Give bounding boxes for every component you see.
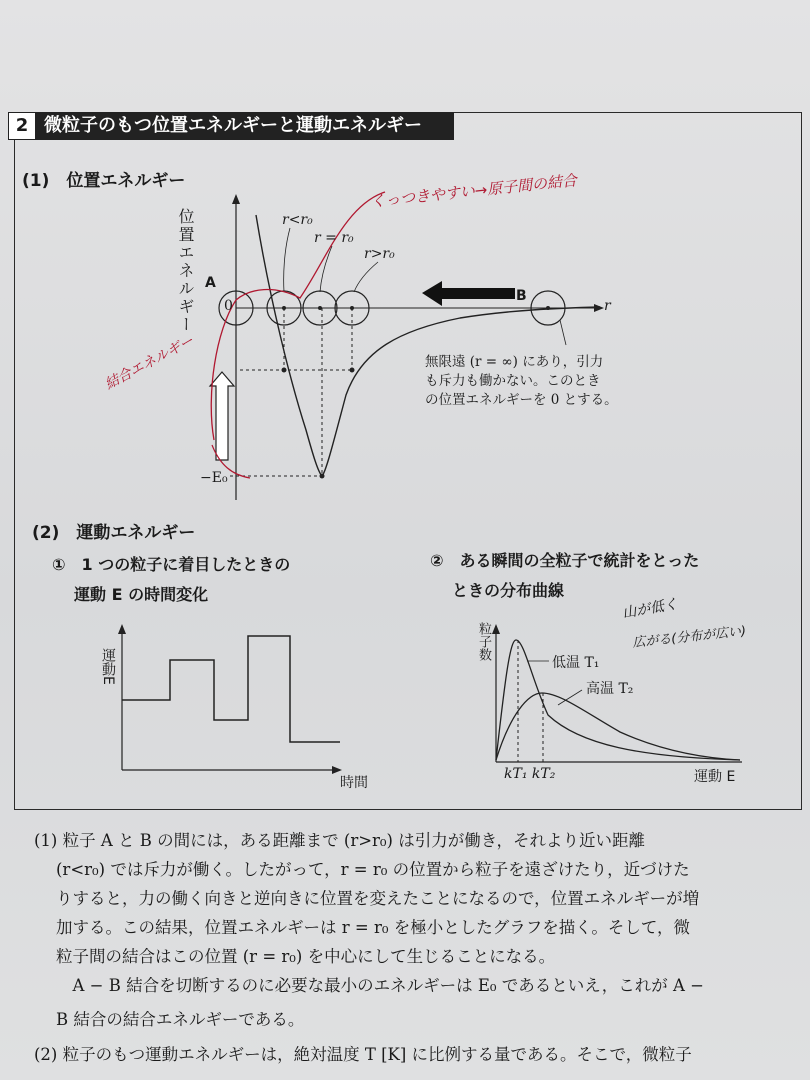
- handwriting-top: くっつきやすい→原子間の結合: [369, 171, 578, 211]
- sub-title-potential: (1) 位置エネルギー: [22, 171, 186, 191]
- body-line-3: りすると，力の働く向きと逆向きに位置を変えたことになるので，位置エネルギーが増: [56, 889, 700, 908]
- high-temp-label: 高温 T₂: [586, 681, 634, 697]
- body-line-7: B 結合の結合エネルギーである。: [56, 1010, 305, 1029]
- sub2-line-1: ② ある瞬間の全粒子で統計をとった: [430, 551, 700, 570]
- note-line-1: 無限遠 (r = ∞) にあり，引力: [425, 354, 604, 370]
- section-number: 2: [8, 112, 36, 140]
- body-line-4: 加する。この結果，位置エネルギーは r = r₀ を極小としたグラフを描く。そして，微: [56, 918, 691, 937]
- ke-step-line: [122, 636, 340, 742]
- body-line-1: (1) 粒子 A と B の間には，ある距離まで (r>r₀) は引力が働き，それより近い距離: [34, 831, 646, 850]
- body-line-5: 粒子間の結合はこの位置 (r = r₀) を中心にして生じることになる。: [56, 947, 556, 966]
- label-zero: 0: [224, 298, 233, 314]
- section-title: 微粒子のもつ位置エネルギーと運動エネルギー: [36, 112, 454, 140]
- handwriting-left: 結合エネルギー: [102, 332, 197, 393]
- dist-y-label: 粒子数: [476, 622, 491, 661]
- sub1-line-2: 運動 E の時間変化: [74, 585, 209, 604]
- dist-x-label: 運動 E: [694, 769, 736, 785]
- attraction-arrow: [422, 281, 515, 306]
- sub1-line-1: ① 1 つの粒子に着目したときの: [52, 555, 291, 574]
- label-r-greater: r>r₀: [364, 246, 395, 262]
- note-line-3: の位置エネルギーを 0 とする。: [425, 392, 618, 408]
- label-r-equal: r = r₀: [314, 230, 354, 246]
- pe-y-label: 位置エネルギー: [176, 208, 195, 334]
- high-temp-curve: [496, 693, 740, 760]
- energy-up-arrow: [210, 372, 234, 460]
- sub2-line-2: ときの分布曲線: [452, 581, 565, 600]
- label-A: A: [205, 275, 216, 291]
- sub-title-kinetic: (2) 運動エネルギー: [32, 523, 196, 543]
- label-r-less: r<r₀: [282, 212, 313, 228]
- handwriting-right-2: 広がる(分布が広い): [631, 624, 747, 651]
- potential-curve: [256, 215, 600, 476]
- label-E0: −E₀: [200, 470, 228, 486]
- body-line-8: (2) 粒子のもつ運動エネルギーは，絶対温度 T [K] に比例する量である。そこで，微粒子: [34, 1045, 692, 1064]
- note-line-2: も斥力も働かない。このとき: [425, 373, 601, 389]
- dist-x-ticks: kT₁ kT₂: [504, 766, 556, 782]
- ke-x-label: 時間: [340, 775, 368, 791]
- body-line-2: (r<r₀) では斥力が働く。したがって，r = r₀ の位置から粒子を遠ざけたり，近づけた: [56, 860, 690, 879]
- ke-y-label: 運動E: [100, 648, 116, 685]
- low-temp-curve: [496, 640, 740, 760]
- pe-x-arrow: [594, 304, 604, 312]
- label-B: B: [516, 288, 527, 304]
- low-temp-label: 低温 T₁: [552, 655, 600, 671]
- label-r: r: [604, 298, 611, 314]
- pe-y-arrow: [232, 194, 240, 204]
- handwriting-right-1: 山が低く: [621, 596, 680, 622]
- body-line-6: A − B 結合を切断するのに必要な最小のエネルギーは E₀ であるといえ，これが A −: [56, 976, 704, 995]
